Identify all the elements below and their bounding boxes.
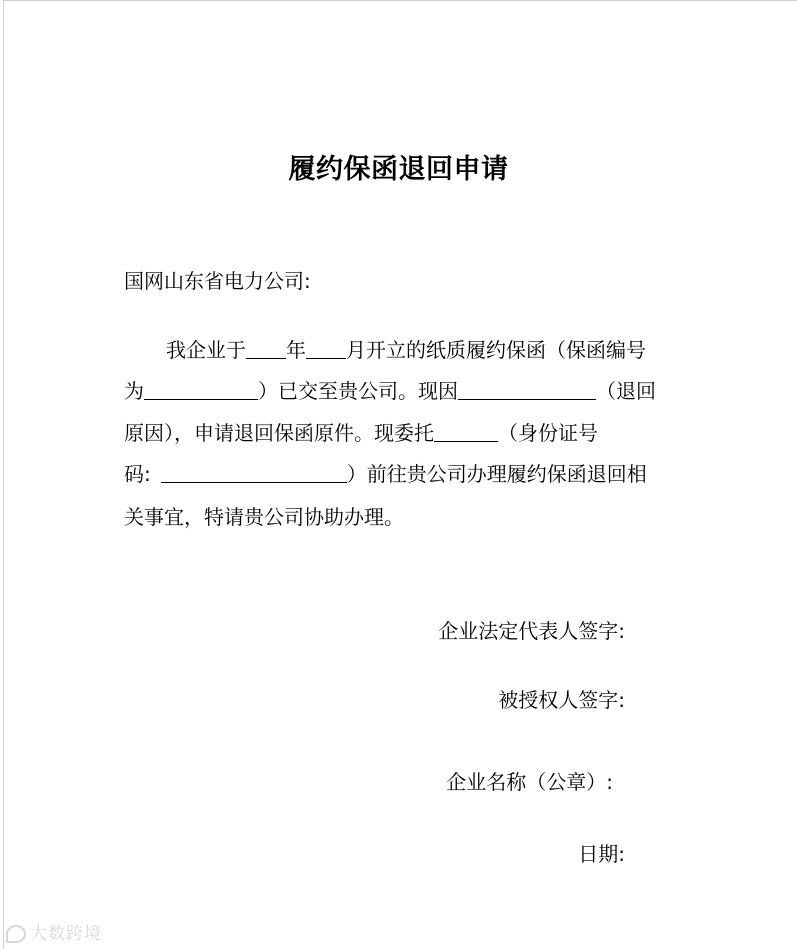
body-line-2-text-a: 为 xyxy=(124,379,144,403)
body-line-2 xyxy=(124,377,656,405)
date-label: 日期: xyxy=(578,842,625,866)
body-line-2-text-b: ）已交至贵公司。现因 xyxy=(258,379,458,403)
authorized-person-signature-label: 被授权人签字: xyxy=(498,688,625,712)
entrusted-person-blank xyxy=(434,421,498,442)
body-line-3 xyxy=(124,419,598,447)
body-line-1-text-c: 月开立的纸质履约保函（保函编号 xyxy=(346,338,646,362)
document-title: 履约保函退回申请 xyxy=(288,154,509,185)
watermark xyxy=(6,919,102,944)
body-line-4-text-a: 码: xyxy=(124,462,151,486)
year-blank xyxy=(246,338,286,359)
watermark-text: 大数跨境 xyxy=(30,924,102,944)
body-line-4-text-b: ）前往贵公司办理履约保函退回相 xyxy=(346,462,647,486)
addressee: 国网山东省电力公司: xyxy=(124,269,311,293)
body-line-1-text-b: 年 xyxy=(286,338,306,362)
body-line-5: 关事宜，特请贵公司协助办理。 xyxy=(124,505,404,529)
body-line-1 xyxy=(166,336,646,364)
legal-representative-signature-label: 企业法定代表人签字: xyxy=(438,619,625,643)
guarantee-number-blank xyxy=(144,379,258,400)
body-line-4 xyxy=(124,460,647,488)
month-blank xyxy=(306,338,346,359)
body-line-2-text-c: （退回 xyxy=(596,379,656,403)
body-line-1-text-a: 我企业于 xyxy=(166,338,246,362)
id-number-blank xyxy=(161,462,347,483)
company-name-seal-label: 企业名称（公章）: xyxy=(446,770,613,794)
body-line-3-text-a: 原因），申请退回保函原件。现委托 xyxy=(124,421,434,445)
return-reason-blank xyxy=(458,379,596,400)
watermark-logo-icon xyxy=(6,925,26,943)
body-line-3-text-b: （身份证号 xyxy=(498,421,598,445)
